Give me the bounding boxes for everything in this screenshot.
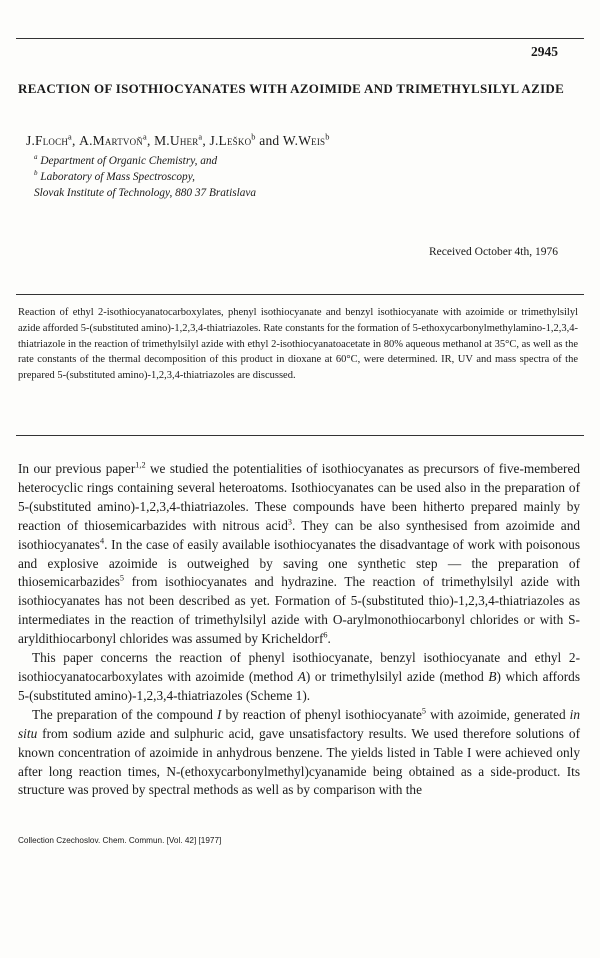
affiliation-a: $^a$ Department of Organic Chemistry, and: [34, 153, 218, 167]
author-name: J.Leško$^b$: [209, 132, 256, 148]
article-body: [18, 460, 580, 800]
page-number: 2945: [531, 44, 558, 59]
received-date: Received October 4th, 1976: [428, 246, 558, 258]
author-list: J.Floch$^a$, A.Martvoň$^a$, M.Uher$^a$, J.Leško$^b$ and W.Weis$^b$: [26, 132, 330, 148]
affiliation-institution: Slovak Institute of Technology, 880 37 Bratislava: [34, 187, 257, 199]
header-rule: [16, 38, 584, 39]
journal-footer: Collection Czechoslov. Chem. Commun. [Vol. 42] [1977]: [18, 836, 222, 845]
abstract: Reaction of ethyl 2-isothiocyanatocarboxylates, phenyl isothiocyanate and benzyl isothiocyanate with azoimide or trimethylsilyl azide afforded 5-(substituted amino)-1,2,3,4-thiatriazoles. Rate constants for the formation of 5-ethoxycarbonylmethylamino-1,2,3,4-thiatriazole in the reaction of trimethylsilyl azide with ethyl 2-isothiocyanatoacetate in 80% aqueous methanol at 35°C, as well as the rate constants of the thermal decomposition of this product in dioxane at 60°C, were determined. IR, UV and mass spectra of the prepared 5-(substituted amino)-1,2,3,4-thiatriazoles are discussed.: [18, 307, 578, 382]
body-paragraph: This paper concerns the reaction of phenyl isothiocyanate, benzyl isothiocyanate and ethyl 2-isothiocyanatocarboxylates with azoimide (method A) or trimethylsilyl azide (method B) which affords 5-(substituted amino)-1,2,3,4-thiatriazoles (Scheme 1).: [18, 650, 580, 703]
author-name: J.Floch$^a$: [26, 132, 72, 148]
affiliation-b: $^b$ Laboratory of Mass Spectroscopy,: [34, 169, 195, 183]
author-name: W.Weis$^b$: [282, 132, 330, 148]
abstract-top-rule: [16, 294, 584, 295]
body-paragraph: In our previous paper$^{1,2}$ we studied the potentialities of isothiocyanates as precursors of five-membered heterocyclic rings containing several heteroatoms. Isothiocyanates can be used also in the preparation of 5-(substituted amino)-1,2,3,4-thiatriazoles. These compounds have been hitherto prepared mainly by reaction of thiosemicarbazides with nitrous acid$^3$. They can be also synthesised from azoimide and isothiocyanates$^4$. In the case of easily available isothiocyanates the disadvantage of work with poisonous and explosive azoimide is outweighed by saving one synthetic step — the preparation of thiosemicarbazides$^5$ from isothiocyanates and hydrazine. The reaction of trimethylsilyl azide with isothiocyanates has not been described as yet. Formation of 5-(substituted thio)-1,2,3,4-thiatriazoles as intermediates in the reaction of trimethylsilyl azide with O-arylmonothiocarbonyl chlorides or with S-aryldithiocarbonyl chlorides was assumed by Kricheldorf$^6$.: [18, 460, 580, 647]
abstract-bottom-rule: [16, 435, 584, 436]
author-name: M.Uher$^a$: [154, 132, 203, 148]
body-paragraph: The preparation of the compound I by reaction of phenyl isothiocyanate$^5$ with azoimide, generated in situ from sodium azide and sulphuric acid, gave unsatisfactory results. We used therefore solutions of known concentration of azoimide in anhydrous benzene. The yields listed in Table I were achieved only after long reaction times, N-(ethoxycarbonylmethyl)cyanamide being obtained as a side-product. Its structure was proved by spectral methods as well as by comparison with the: [18, 706, 581, 798]
author-name: A.Martvoň$^a$: [79, 132, 147, 148]
article-title: REACTION OF ISOTHIOCYANATES WITH AZOIMIDE AND TRIMETHYLSILYL AZIDE: [18, 81, 565, 96]
